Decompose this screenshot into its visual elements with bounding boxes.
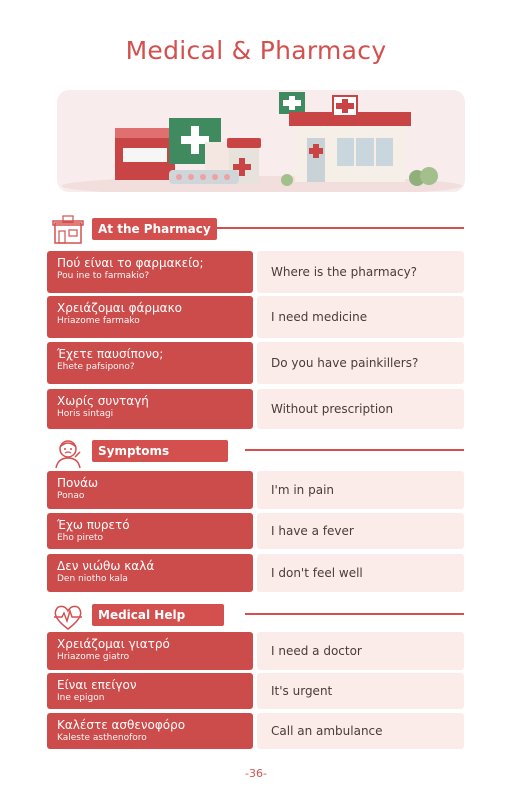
greek-text: Χρειάζομαι γιατρό (57, 637, 170, 651)
transliteration: Ehete pafsipono? (57, 362, 135, 372)
greek-cell (47, 632, 253, 670)
english-translation: I don't feel well (257, 554, 464, 592)
section-header-medical-help (52, 601, 464, 629)
pharmacy-building-icon (52, 215, 84, 247)
divider (214, 227, 464, 229)
greek-cell (47, 713, 253, 749)
phrase-row (47, 389, 464, 429)
transliteration: Ine epigon (57, 693, 105, 703)
english-translation: I'm in pain (257, 471, 464, 509)
pharmacy-illustration (57, 90, 465, 192)
transliteration: Pou ine to farmakio? (57, 271, 150, 281)
phrase-row (47, 471, 464, 509)
transliteration: Eho pireto (57, 533, 104, 543)
english-translation: Without prescription (257, 389, 464, 429)
greek-text: Δεν νιώθω καλά (57, 559, 155, 573)
greek-cell (47, 342, 253, 384)
transliteration: Ponao (57, 491, 85, 501)
page-number: -36- (245, 767, 267, 780)
phrase-row (47, 296, 464, 338)
english-translation: I need a doctor (257, 632, 464, 670)
phrase-row (47, 673, 464, 709)
greek-cell (47, 513, 253, 549)
page-title: Medical & Pharmacy (125, 36, 387, 65)
greek-cell (47, 296, 253, 338)
section-header-symptoms (52, 437, 464, 465)
english-translation: I have a fever (257, 513, 464, 549)
phrase-row (47, 513, 464, 549)
phrase-row (47, 632, 464, 670)
english-translation: Where is the pharmacy? (257, 251, 464, 293)
phrase-row (47, 251, 464, 293)
greek-text: Είναι επείγον (57, 678, 137, 692)
greek-text: Πονάω (57, 476, 99, 490)
english-translation: Do you have painkillers? (257, 342, 464, 384)
english-translation: I need medicine (257, 296, 464, 338)
greek-cell (47, 389, 253, 429)
transliteration: Kaleste asthenoforo (57, 733, 147, 743)
sick-person-icon (52, 437, 84, 469)
greek-text: Έχω πυρετό (57, 518, 130, 532)
english-translation: Call an ambulance (257, 713, 464, 749)
greek-text: Πού είναι το φαρμακείο; (57, 256, 204, 270)
phrase-row (47, 713, 464, 749)
greek-text: Χρειάζομαι φάρμακο (57, 301, 182, 315)
transliteration: Horis sintagi (57, 409, 114, 419)
section-title: At the Pharmacy (92, 218, 217, 240)
greek-cell (47, 251, 253, 293)
section-title: Symptoms (92, 440, 228, 462)
greek-text: Καλέστε ασθενοφόρο (57, 718, 186, 732)
greek-cell (47, 673, 253, 709)
transliteration: Hriazome farmako (57, 316, 140, 326)
transliteration: Hriazome giatro (57, 652, 130, 662)
greek-cell (47, 554, 253, 592)
transliteration: Den niotho kala (57, 574, 128, 584)
phrase-row (47, 554, 464, 592)
greek-text: Έχετε παυσίπονο; (57, 347, 164, 361)
heartbeat-icon (52, 601, 84, 633)
section-title: Medical Help (92, 604, 224, 626)
section-header-pharmacy (52, 215, 464, 243)
greek-text: Χωρίς συνταγή (57, 394, 149, 408)
divider (245, 613, 464, 615)
english-translation: It's urgent (257, 673, 464, 709)
phrase-row (47, 342, 464, 384)
divider (245, 449, 464, 451)
greek-cell (47, 471, 253, 509)
